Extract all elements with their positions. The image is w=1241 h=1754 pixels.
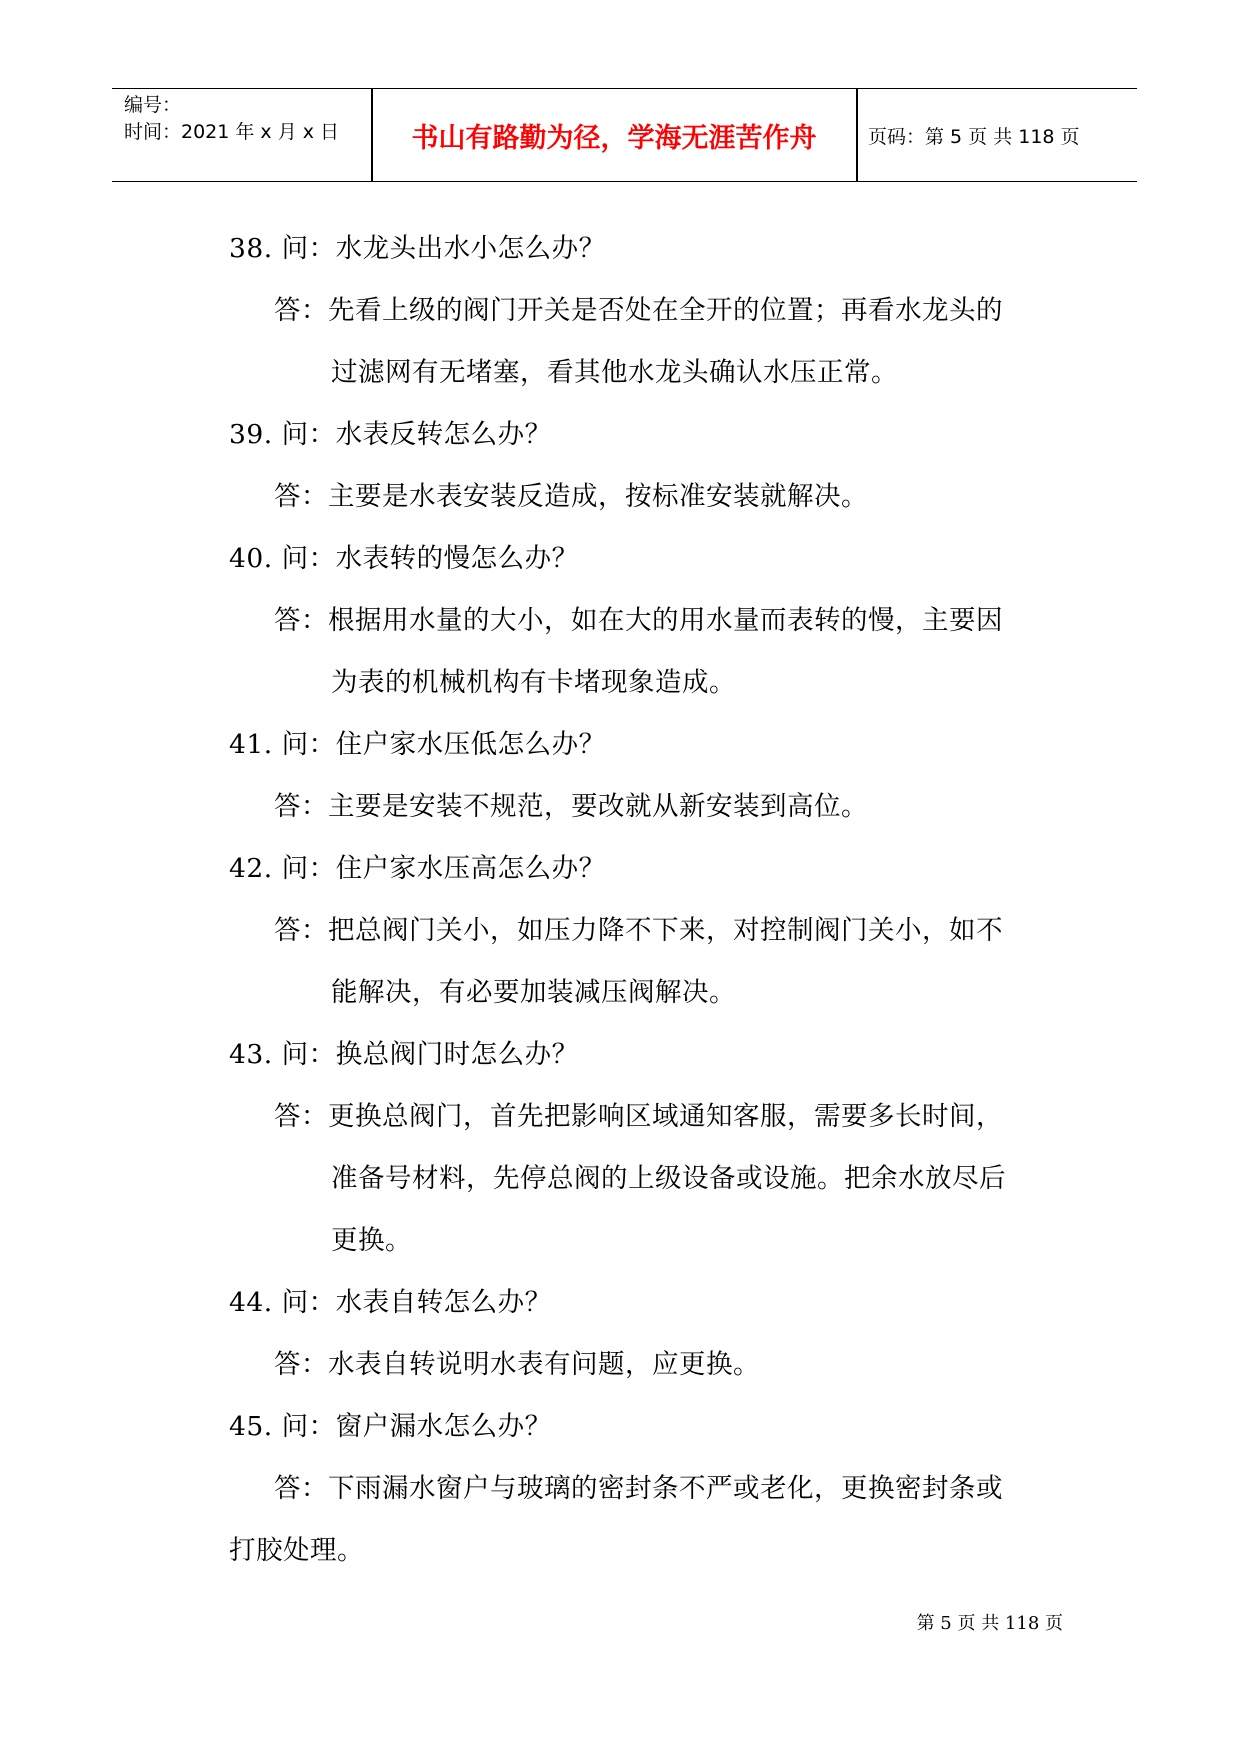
answer-45-line-2: 打胶处理。	[229, 1535, 364, 1566]
question-43: 43. 问：换总阀门时怎么办？	[229, 1039, 579, 1070]
question-42: 42. 问：住户家水压高怎么办？	[229, 853, 606, 884]
answer-38-line-2: 过滤网有无堵塞，看其他水龙头确认水压正常。	[331, 357, 898, 388]
question-40: 40. 问：水表转的慢怎么办？	[229, 543, 579, 574]
footer-page-number: 第 5 页 共 118 页	[916, 1613, 1063, 1634]
answer-39-line-1: 答：主要是水表安装反造成，按标准安装就解决。	[274, 481, 868, 512]
question-39: 39. 问：水表反转怎么办？	[229, 419, 552, 450]
question-41: 41. 问：住户家水压低怎么办？	[229, 729, 606, 760]
answer-43-line-1: 答：更换总阀门，首先把影响区域通知客服，需要多长时间，	[274, 1101, 1003, 1132]
answer-42-line-2: 能解决，有必要加装减压阀解决。	[331, 977, 736, 1008]
header-divider	[856, 89, 858, 181]
header-motto: 书山有路勤为径，学海无涯苦作舟	[411, 122, 817, 154]
serial-number-label: 编号：	[124, 94, 182, 116]
header-page-number: 页码：第 5 页 共 118 页	[868, 125, 1080, 148]
question-38: 38. 问：水龙头出水小怎么办？	[229, 233, 606, 264]
header-meta	[124, 92, 369, 146]
question-44: 44. 问：水表自转怎么办？	[229, 1287, 552, 1318]
answer-44-line-1: 答：水表自转说明水表有问题，应更换。	[274, 1349, 760, 1380]
answer-38-line-1: 答：先看上级的阀门开关是否处在全开的位置；再看水龙头的	[274, 295, 1003, 326]
answer-42-line-1: 答：把总阀门关小，如压力降不下来，对控制阀门关小，如不	[274, 915, 1003, 946]
question-45: 45. 问：窗户漏水怎么办？	[229, 1411, 552, 1442]
date-label: 时间：2021 年 x 月 x 日	[124, 121, 340, 143]
answer-40-line-2: 为表的机械机构有卡堵现象造成。	[331, 667, 736, 698]
page-header	[112, 88, 1137, 182]
answer-43-line-2: 准备号材料，先停总阀的上级设备或设施。把余水放尽后	[331, 1163, 1006, 1194]
answer-40-line-1: 答：根据用水量的大小，如在大的用水量而表转的慢，主要因	[274, 605, 1003, 636]
header-divider	[371, 89, 373, 181]
answer-43-line-3: 更换。	[331, 1225, 412, 1256]
answer-41-line-1: 答：主要是安装不规范，要改就从新安装到高位。	[274, 791, 868, 822]
answer-45-line-1: 答：下雨漏水窗户与玻璃的密封条不严或老化，更换密封条或	[274, 1473, 1003, 1504]
